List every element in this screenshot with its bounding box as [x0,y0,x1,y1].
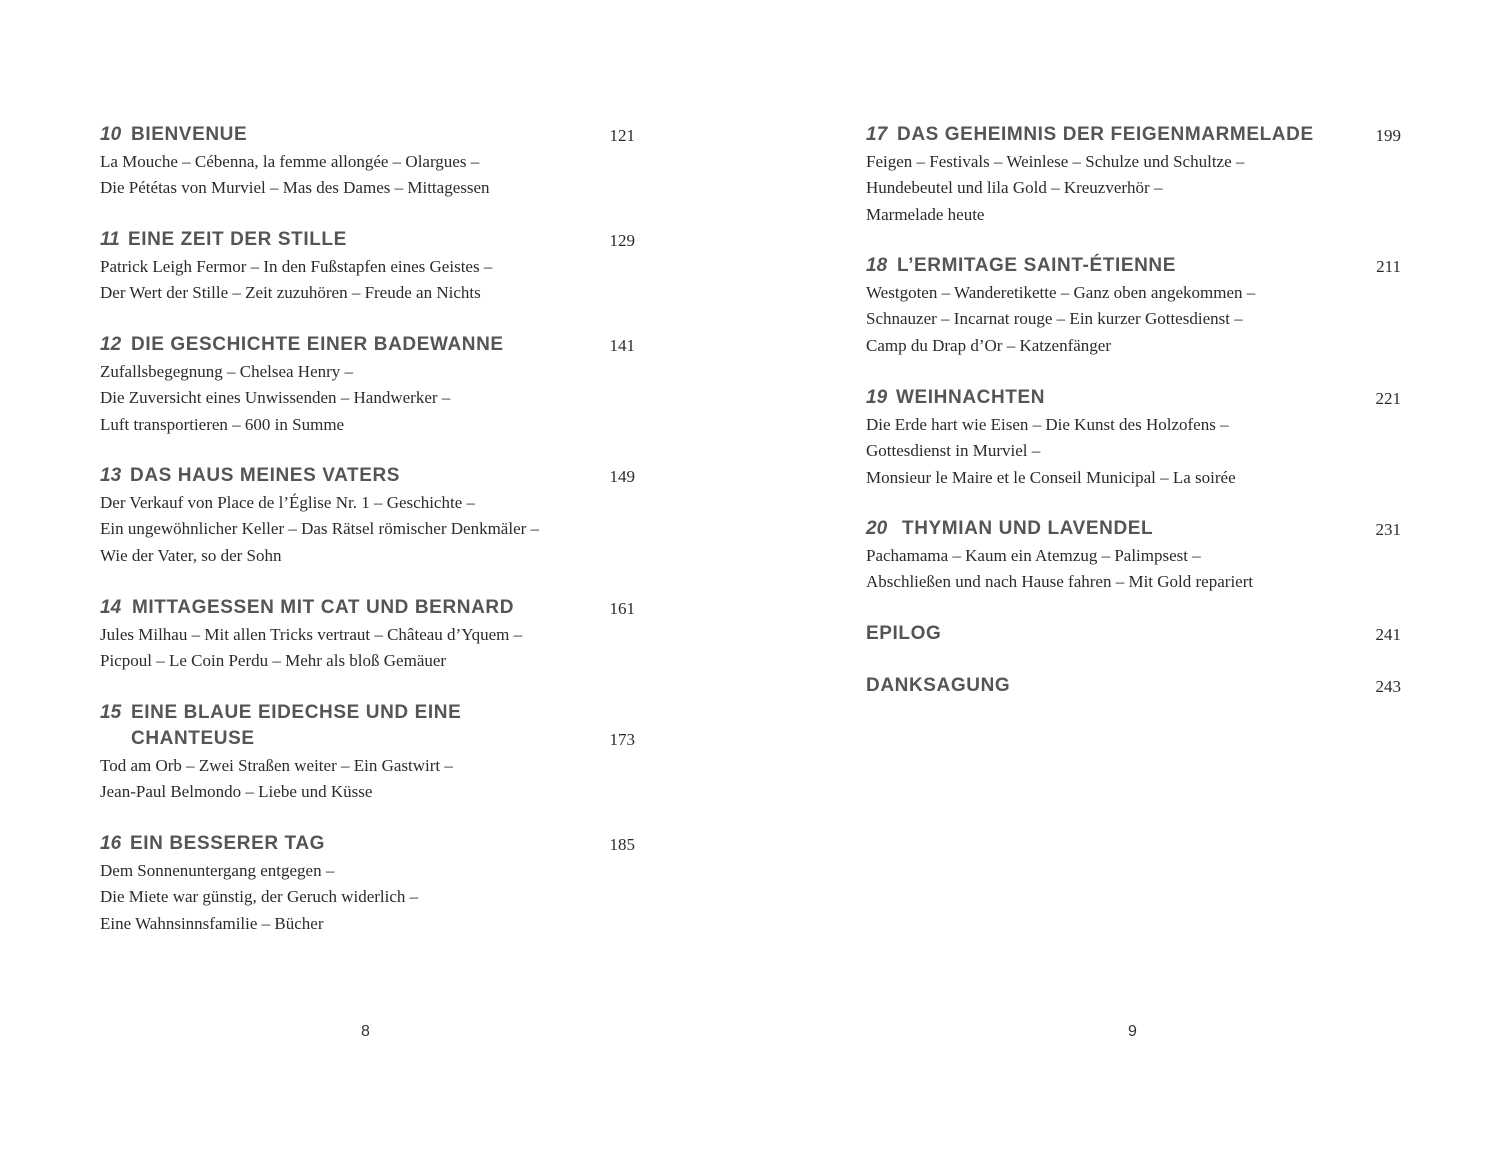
chapter-page-number: 243 [1375,677,1401,696]
chapter-page-number: 185 [609,835,635,854]
chapter-number: 11 [100,229,120,250]
right-page [866,0,1401,1167]
toc-heading [866,253,1401,279]
toc-heading [100,595,635,621]
chapter-subtopics [100,858,635,937]
chapter-title: DAS HAUS MEINES VATERS [130,465,401,486]
subtopic-line: Feigen – Festivals – Weinlese – Schulze und Schultze – [866,152,1245,171]
chapter-subtopics [866,543,1401,596]
subtopic-line: Zufallsbegegnung – Chelsea Henry – [100,362,354,381]
chapter-subtopics [100,359,635,438]
toc-entry-19 [866,385,1401,491]
chapter-title: DIE GESCHICHTE EINER BADEWANNE [131,334,504,355]
chapter-page-number: 149 [609,467,635,486]
toc-entry-13 [100,463,635,569]
subtopic-line: Gottesdienst in Murviel – [866,441,1041,461]
toc-entry-12 [100,332,635,438]
toc-entry-11 [100,227,635,307]
chapter-subtopics [100,753,635,806]
chapter-page-number: 231 [1375,520,1401,539]
toc-entry-14 [100,595,635,675]
chapter-page-number: 199 [1375,126,1401,145]
toc-heading [100,332,635,358]
subtopic-line: Der Verkauf von Place de l’Église Nr. 1 – Geschichte – [100,493,475,512]
toc-heading [100,700,635,752]
chapter-title: EINE ZEIT DER STILLE [128,229,347,250]
chapter-page-number: 129 [609,231,635,250]
chapter-page-number: 241 [1375,625,1401,644]
chapter-title: MITTAGESSEN MIT CAT UND BERNARD [132,597,515,618]
chapter-subtopics [100,149,635,202]
subtopic-line: Camp du Drap d’Or – Katzenfänger [866,335,1111,355]
toc-entry-epilog [866,621,1401,647]
chapter-number: 15 [100,702,122,723]
chapter-number: 12 [100,334,122,355]
chapter-subtopics [100,490,635,569]
subtopic-line: Luft transportieren – 600 in Summe [100,414,345,434]
subtopic-line: Jules Milhau – Mit allen Tricks vertraut – Château d’Yquem – [100,625,523,644]
chapter-title: DANKSAGUNG [866,675,1011,696]
toc-entry-10 [100,122,635,202]
page-number-left: 8 [361,1023,370,1040]
subtopic-line: Die Erde hart wie Eisen – Die Kunst des Holzofens – [866,415,1229,434]
toc-entry-17 [866,122,1401,228]
chapter-number: 18 [866,255,888,276]
chapter-page-number: 161 [609,599,635,618]
subtopic-line: Tod am Orb – Zwei Straßen weiter – Ein Gastwirt – [100,756,453,775]
toc-heading [866,621,1401,647]
subtopic-line: Dem Sonnenuntergang entgegen – [100,861,335,880]
toc-heading [866,122,1401,148]
subtopic-line: Der Wert der Stille – Zeit zuzuhören – Freude an Nichts [100,283,481,303]
subtopic-line: Jean-Paul Belmondo – Liebe und Küsse [100,782,373,802]
subtopic-line: Die Miete war günstig, der Geruch widerlich – [100,887,419,907]
chapter-number: 19 [866,387,888,408]
toc-heading [866,673,1401,699]
subtopic-line: Ein ungewöhnlicher Keller – Das Rätsel römischer Denkmäler – [100,519,540,539]
chapter-subtopics [866,280,1401,359]
toc-entry-20 [866,516,1401,596]
subtopic-line: Eine Wahnsinnsfamilie – Bücher [100,913,324,933]
chapter-page-number: 121 [609,126,635,145]
page-number-right: 9 [1128,1023,1137,1040]
chapter-number: 10 [100,124,122,145]
chapter-title: EIN BESSERER TAG [130,833,326,854]
toc-heading [100,831,635,857]
toc-heading [866,385,1401,411]
subtopic-line: Marmelade heute [866,204,985,224]
chapter-page-number: 211 [1376,257,1401,276]
toc-heading [100,122,635,148]
chapter-number: 16 [100,833,122,854]
chapter-title: THYMIAN UND LAVENDEL [902,518,1154,539]
chapter-title: EINE BLAUE EIDECHSE UND EINE CHANTEUSE [131,702,462,749]
chapter-page-number: 221 [1375,389,1401,408]
chapter-number: 13 [100,465,122,486]
toc-entry-16 [100,831,635,937]
toc-heading [866,516,1401,542]
subtopic-line: Patrick Leigh Fermor – In den Fußstapfen eines Geistes – [100,257,493,276]
subtopic-line: Abschließen und nach Hause fahren – Mit Gold repariert [866,572,1254,592]
chapter-title: DAS GEHEIMNIS DER FEIGENMARMELADE [897,124,1314,145]
chapter-subtopics [866,149,1401,228]
toc-heading [100,463,635,489]
subtopic-line: Westgoten – Wanderetikette – Ganz oben angekommen – [866,283,1256,302]
chapter-number: 17 [866,124,888,145]
subtopic-line: Wie der Vater, so der Sohn [100,545,282,565]
subtopic-line: Die Pététas von Murviel – Mas des Dames – Mittagessen [100,178,490,198]
toc-entry-18 [866,253,1401,359]
subtopic-line: Hundebeutel und lila Gold – Kreuzverhör – [866,178,1163,198]
subtopic-line: Picpoul – Le Coin Perdu – Mehr als bloß Gemäuer [100,651,447,671]
chapter-title: WEIHNACHTEN [896,387,1046,408]
subtopic-line: Pachamama – Kaum ein Atemzug – Palimpsest – [866,546,1201,565]
chapter-title: EPILOG [866,623,942,644]
chapter-page-number: 141 [609,336,635,355]
chapter-page-number: 173 [609,730,635,749]
subtopic-line: Schnauzer – Incarnat rouge – Ein kurzer Gottesdienst – [866,309,1243,329]
toc-entry-danksagung [866,673,1401,699]
chapter-title: L’ERMITAGE SAINT-ÉTIENNE [897,255,1177,276]
toc-entry-15 [100,700,635,806]
left-page [100,0,635,1167]
chapter-subtopics [100,622,635,675]
chapter-title: BIENVENUE [131,124,248,145]
chapter-subtopics [866,412,1401,491]
chapter-number: 20 [866,518,888,539]
subtopic-line: La Mouche – Cébenna, la femme allongée – Olargues – [100,152,480,171]
toc-heading [100,227,635,253]
chapter-subtopics [100,254,635,307]
chapter-number: 14 [100,597,122,618]
subtopic-line: Monsieur le Maire et le Conseil Municipal – La soirée [866,467,1236,487]
subtopic-line: Die Zuversicht eines Unwissenden – Handwerker – [100,388,451,408]
